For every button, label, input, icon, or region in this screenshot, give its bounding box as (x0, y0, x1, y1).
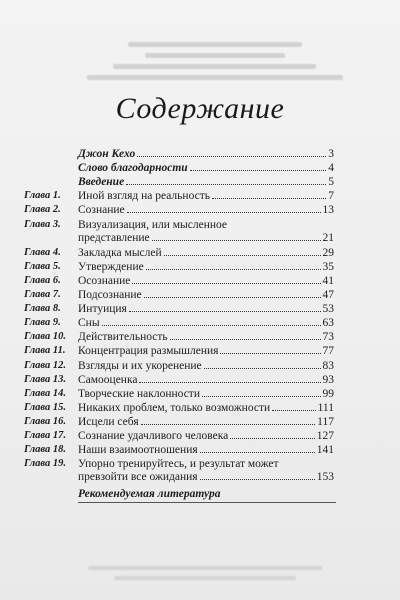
dot-leader (212, 197, 326, 199)
dot-leader (139, 381, 320, 383)
chapter-number: Глава 5. (24, 260, 61, 272)
dot-leader (132, 282, 320, 284)
toc-entry (78, 317, 334, 330)
toc-entry (78, 331, 334, 344)
show-through-text-bottom (75, 560, 335, 590)
chapter-number: Глава 15. (24, 401, 67, 413)
page-number: 153 (316, 471, 334, 484)
toc-entry (78, 247, 334, 260)
toc-entry (78, 261, 334, 274)
entry-title: представление (78, 231, 150, 244)
entry-underline (78, 502, 336, 503)
chapter-number: Глава 16. (24, 415, 67, 427)
toc-entry (78, 190, 334, 203)
dot-leader (220, 352, 320, 354)
page-number: 141 (316, 444, 334, 457)
chapter-number: Глава 14. (24, 387, 67, 399)
toc-entry (78, 162, 334, 175)
page-number: 3 (328, 148, 334, 160)
toc-entry (78, 148, 334, 161)
dot-leader (200, 451, 315, 453)
page-number: 117 (317, 415, 334, 428)
entry-title: Взгляды и их укоренение (78, 359, 202, 372)
entry-title: Сознание удачливого человека (78, 430, 229, 442)
dot-leader (102, 324, 321, 326)
page-number: 21 (322, 231, 334, 244)
toc-entry (78, 219, 334, 245)
page-number: 99 (322, 387, 334, 400)
entry-title: Никаких проблем, только возможности (78, 401, 271, 414)
toc-entry (78, 374, 334, 387)
chapter-number: Глава 9. (24, 317, 61, 329)
entry-title: Утверждение (78, 260, 144, 273)
entry-title: Введение (78, 176, 125, 189)
entry-title: Слово благодарности (78, 162, 188, 175)
toc-entry (78, 289, 334, 302)
chapter-number: Глава 2. (24, 204, 61, 216)
entry-title-line2 (78, 232, 334, 245)
dot-leader (164, 254, 321, 256)
dot-leader (152, 239, 321, 241)
page-number: 41 (322, 274, 334, 287)
chapter-number: Глава 3. (24, 218, 61, 230)
page-number: 111 (317, 401, 334, 414)
toc-entry (78, 275, 334, 288)
dot-leader (137, 155, 326, 157)
page-number: 53 (322, 303, 334, 316)
chapter-number: Глава 18. (24, 444, 67, 456)
entry-title: Наши взаимоотношения (78, 444, 198, 457)
entry-title: Джон Кехо (78, 148, 136, 160)
entry-title: Иной взгляд на реальность (78, 190, 210, 203)
entry-title: Рекомендуемая литература (78, 488, 221, 501)
toc-entry (78, 488, 334, 501)
entry-title: Самооценка (78, 373, 138, 386)
page-title: Содержание (115, 92, 285, 125)
entry-title: Сознание (78, 204, 125, 217)
page-number: 73 (322, 331, 334, 344)
chapter-number: Глава 19. (24, 458, 67, 470)
entry-title-line2 (78, 471, 334, 484)
chapter-number: Глава 11. (24, 345, 66, 357)
entry-title: Сны (78, 317, 100, 330)
chapter-number: Глава 12. (24, 359, 67, 371)
dot-leader (129, 310, 321, 312)
toc-entry (78, 360, 334, 373)
toc-entry (78, 430, 334, 443)
dot-leader (230, 437, 315, 439)
chapter-number: Глава 8. (24, 303, 61, 315)
page-number: 7 (328, 190, 334, 203)
toc-entry (78, 388, 334, 401)
chapter-number: Глава 10. (24, 331, 67, 343)
page-number: 35 (322, 260, 334, 273)
page-number: 63 (322, 317, 334, 330)
dot-leader (144, 296, 321, 298)
entry-title: Исцели себя (78, 415, 139, 428)
toc-entry (78, 345, 334, 358)
toc-entry (78, 458, 334, 484)
dot-leader (272, 409, 315, 411)
dot-leader (202, 395, 321, 397)
page-number: 47 (322, 289, 334, 301)
toc-entry (78, 416, 334, 429)
chapter-number: Глава 6. (24, 274, 61, 286)
entry-title: Концентрация размышления (78, 345, 219, 358)
entry-title: Подсознание (78, 289, 142, 301)
page-number: 4 (328, 162, 334, 175)
entry-title: превзойти все ожидания (78, 471, 198, 484)
toc-entry (78, 444, 334, 457)
page-number: 93 (322, 373, 334, 386)
chapter-number: Глава 4. (24, 246, 61, 258)
page-number: 29 (322, 246, 334, 259)
page-number: 83 (322, 359, 334, 372)
toc-entry (78, 176, 334, 189)
entry-title: Осознание (78, 274, 131, 287)
entry-title: Творческие наклонности (78, 387, 200, 400)
entry-title: Интуиция (78, 303, 127, 316)
dot-leader (126, 183, 326, 185)
dot-leader (146, 268, 321, 270)
chapter-number: Глава 13. (24, 373, 67, 385)
entry-title: Действительность (78, 331, 168, 344)
dot-leader (127, 211, 321, 213)
chapter-number: Глава 1. (24, 190, 61, 202)
page-number: 127 (316, 430, 334, 442)
entry-title-line1: Визуализация, или мысленное (78, 218, 227, 231)
entry-title-line1: Упорно тренируйтесь, и результат может (78, 458, 279, 471)
page-number: 13 (322, 204, 334, 217)
page-number: 5 (328, 176, 334, 189)
dot-leader (190, 169, 327, 171)
toc-entry (78, 303, 334, 316)
toc-entry (78, 204, 334, 217)
page-number: 77 (322, 345, 334, 358)
dot-leader (204, 367, 321, 369)
entry-title: Закладка мыслей (78, 246, 162, 259)
dot-leader (141, 423, 316, 425)
chapter-number: Глава 7. (24, 289, 61, 300)
dot-leader (200, 478, 315, 480)
toc-entry (78, 402, 334, 415)
dot-leader (170, 338, 321, 340)
chapter-number: Глава 17. (24, 430, 67, 441)
